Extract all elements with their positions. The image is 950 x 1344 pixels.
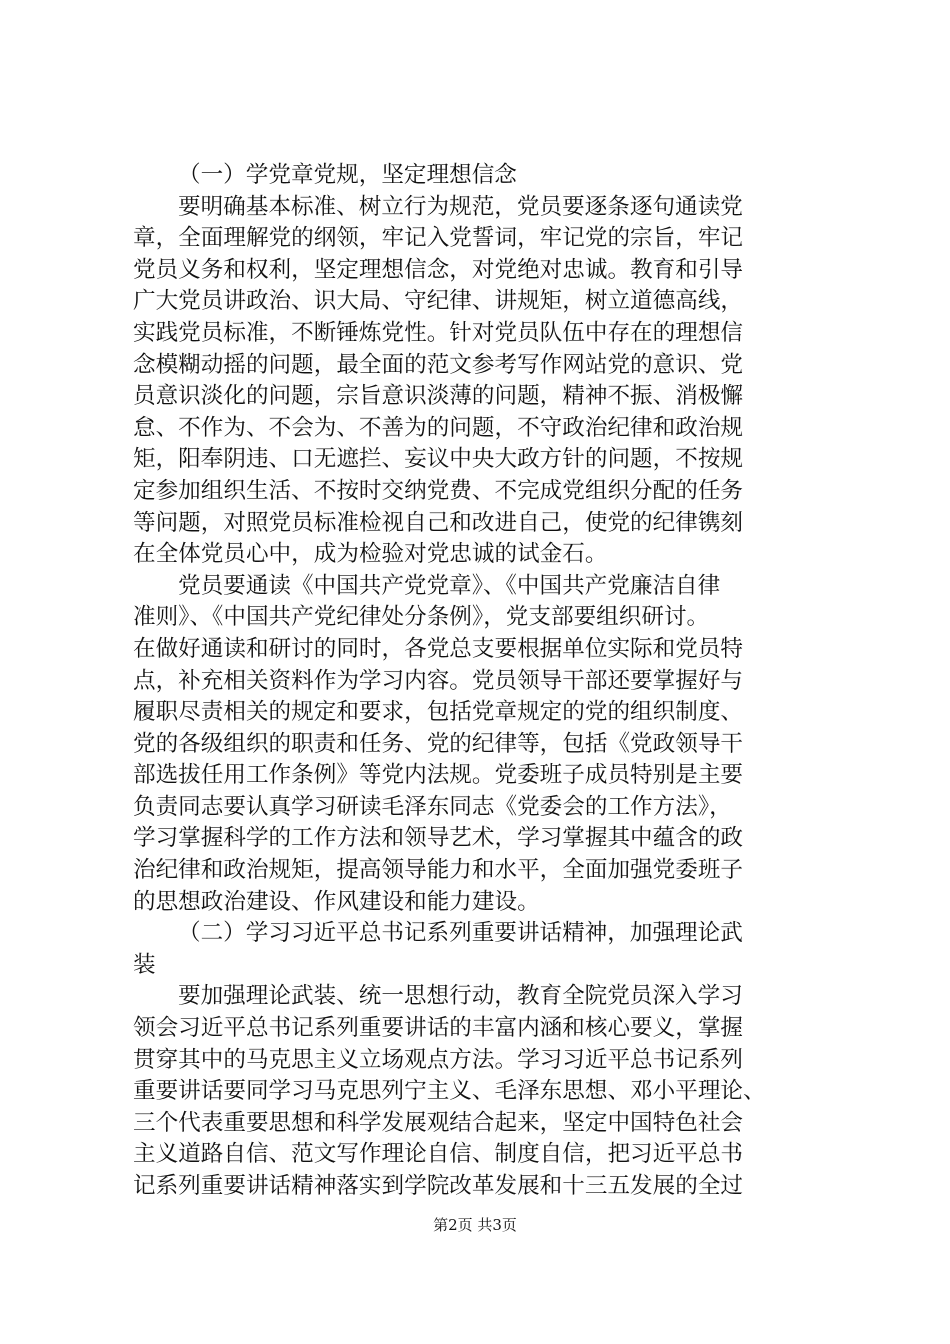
paragraph-line: 学习掌握科学的工作方法和领导艺术，学习掌握其中蕴含的政 bbox=[133, 825, 744, 852]
paragraph-line: 三个代表重要思想和科学发展观结合起来，坚定中国特色社会 bbox=[133, 1109, 744, 1136]
paragraph-line: 实践党员标准，不断锤炼党性。针对党员队伍中存在的理想信 bbox=[133, 319, 744, 346]
paragraph-line: 在做好通读和研讨的同时，各党总支要根据单位实际和党员特 bbox=[133, 635, 744, 662]
paragraph-line: 要明确基本标准、树立行为规范，党员要逐条逐句通读党 bbox=[178, 193, 743, 220]
paragraph-line: 等问题，对照党员标准检视自己和改进自己，使党的纪律镌刻 bbox=[133, 509, 744, 536]
paragraph-line: 的思想政治建设、作风建设和能力建设。 bbox=[133, 888, 540, 915]
paragraph-line: 员意识淡化的问题，宗旨意识淡薄的问题，精神不振、消极懈 bbox=[133, 383, 744, 410]
paragraph-line: 治纪律和政治规矩，提高领导能力和水平，全面加强党委班子 bbox=[133, 857, 744, 884]
paragraph-line: 怠、不作为、不会为、不善为的问题，不守政治纪律和政治规 bbox=[133, 414, 744, 441]
section-heading-2: （二）学习习近平总书记系列重要讲话精神，加强理论武 bbox=[178, 920, 743, 947]
paragraph-line: 负责同志要认真学习研读毛泽东同志《党委会的工作方法》， bbox=[133, 793, 732, 820]
paragraph-line: 部选拔任用工作条例》等党内法规。党委班子成员特别是主要 bbox=[133, 762, 744, 789]
paragraph-line: 记系列重要讲话精神落实到学院改革发展和十三五发展的全过 bbox=[133, 1173, 744, 1199]
paragraph-line: 履职尽责相关的规定和要求，包括党章规定的党的组织制度、 bbox=[133, 699, 744, 726]
paragraph-line: 点，补充相关资料作为学习内容。党员领导干部还要掌握好与 bbox=[133, 667, 744, 694]
paragraph-line: 领会习近平总书记系列重要讲话的丰富内涵和核心要义，掌握 bbox=[133, 1015, 744, 1042]
paragraph-line: 主义道路自信、范文写作理论自信、制度自信，把习近平总书 bbox=[133, 1141, 744, 1168]
paragraph-line: 要加强理论武装、统一思想行动，教育全院党员深入学习 bbox=[178, 983, 743, 1010]
paragraph-line: 定参加组织生活、不按时交纳党费、不完成党组织分配的任务 bbox=[133, 477, 744, 504]
document-body bbox=[133, 160, 833, 1203]
paragraph-line: 重要讲话要同学习马克思列宁主义、毛泽东思想、邓小平理论、 bbox=[133, 1078, 766, 1105]
paragraph-line: 党员义务和权利，坚定理想信念，对党绝对忠诚。教育和引导 bbox=[133, 256, 744, 283]
paragraph-line: 念模糊动摇的问题，最全面的范文参考写作网站党的意识、党 bbox=[133, 351, 744, 378]
section-heading-2-continuation: 装 bbox=[133, 951, 156, 978]
paragraph-line: 矩，阳奉阴违、口无遮拦、妄议中央大政方针的问题，不按规 bbox=[133, 446, 744, 473]
page-number-footer: 第2页 共3页 bbox=[433, 1216, 517, 1234]
paragraph-line: 党员要通读《中国共产党党章》、《中国共产党廉洁自律 bbox=[178, 572, 721, 599]
paragraph-line: 党的各级组织的职责和任务、党的纪律等，包括《党政领导干 bbox=[133, 730, 744, 757]
paragraph-line: 章，全面理解党的纲领，牢记入党誓词，牢记党的宗旨，牢记 bbox=[133, 225, 744, 252]
section-heading-1: （一）学党章党规，坚定理想信念 bbox=[178, 162, 517, 188]
paragraph-line: 在全体党员心中，成为检验对党忠诚的试金石。 bbox=[133, 541, 608, 568]
paragraph-line: 准则》、《中国共产党纪律处分条例》，党支部要组织研讨。 bbox=[133, 604, 710, 631]
paragraph-line: 贯穿其中的马克思主义立场观点方法。学习习近平总书记系列 bbox=[133, 1046, 744, 1073]
paragraph-line: 广大党员讲政治、识大局、守纪律、讲规矩，树立道德高线， bbox=[133, 288, 744, 315]
